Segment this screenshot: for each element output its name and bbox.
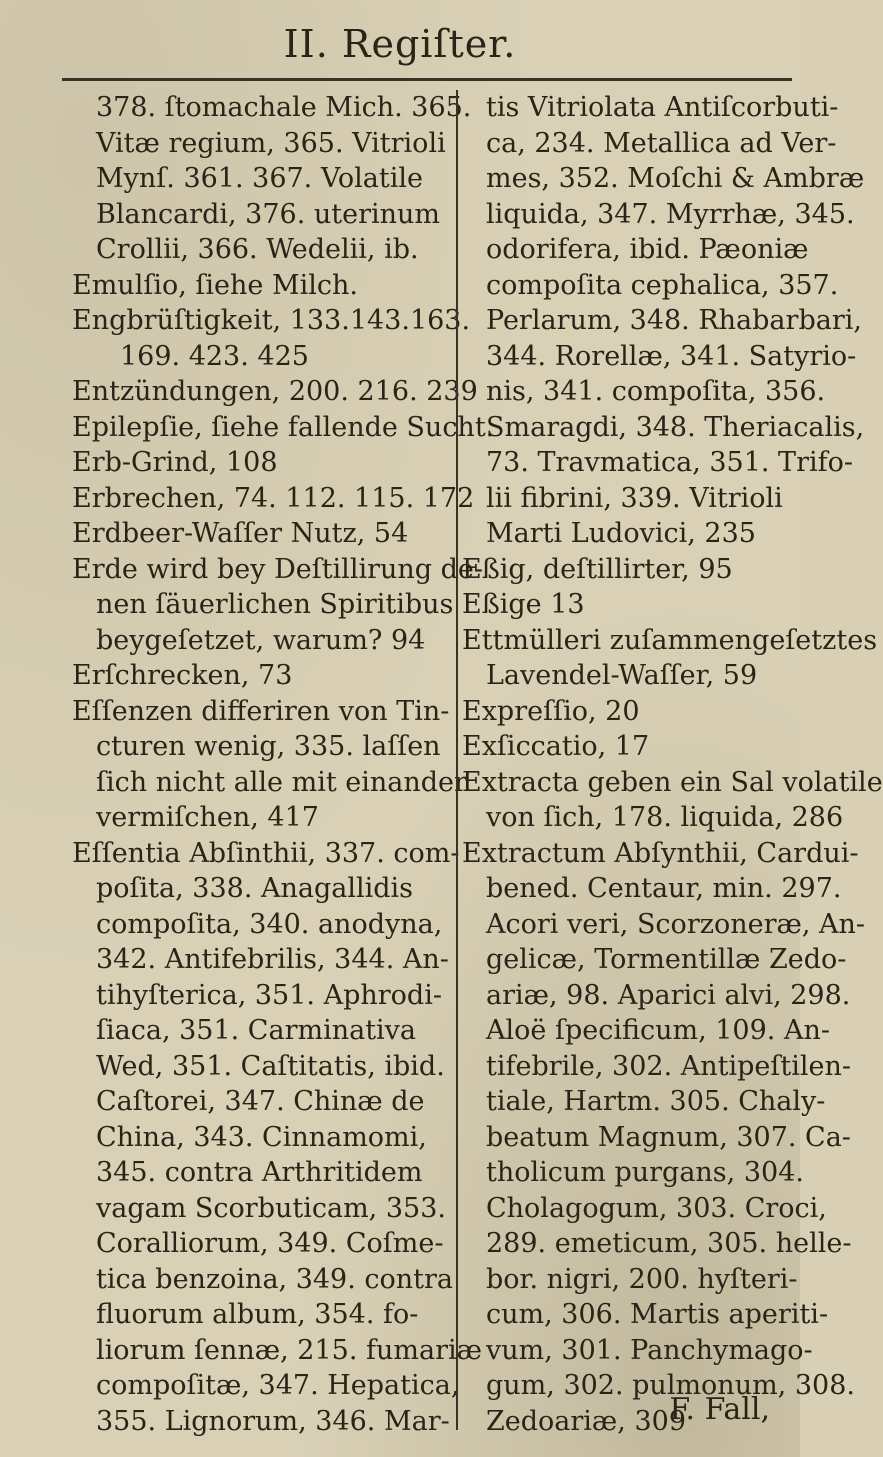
index-entry-line: ca, 234. Metallica ad Ver- bbox=[486, 127, 837, 159]
index-entry-line: Eſſenzen differiren von Tin- bbox=[72, 695, 450, 727]
index-entry-line: nen ſäuerlichen Spiritibus bbox=[96, 589, 454, 620]
index-entry-line: Caſtorei, 347. Chinæ de bbox=[96, 1086, 425, 1117]
index-entry-line: tifebrile, 302. Antipeſtilen- bbox=[486, 1050, 852, 1082]
index-entry-line: vermiſchen, 417 bbox=[96, 802, 319, 833]
index-entry-line: Coralliorum, 349. Coſme- bbox=[96, 1228, 444, 1259]
header-rule bbox=[62, 78, 792, 81]
index-entry-line: Ettmülleri zuſammengeſetztes bbox=[462, 624, 878, 656]
index-entry-line: Erde wird bey Deſtillirung de- bbox=[72, 553, 484, 585]
index-entry-line: Vitæ regium, 365. Vitrioli bbox=[96, 127, 446, 159]
index-entry-line: Marti Ludovici, 235 bbox=[486, 518, 756, 549]
index-entry-line: 73. Travmatica, 351. Trifo- bbox=[486, 447, 853, 478]
index-entry-line: 355. Lignorum, 346. Mar- bbox=[96, 1405, 450, 1437]
index-entry-line: Extracta geben ein Sal volatile bbox=[462, 766, 883, 798]
index-entry-line: Erbrechen, 74. 112. 115. 172 bbox=[72, 482, 475, 514]
index-entry-line: Exſiccatio, 17 bbox=[462, 731, 650, 762]
index-entry-line: bened. Centaur, min. 297. bbox=[486, 873, 842, 904]
index-entry-line: Epilepſie, ſiehe fallende Sucht. bbox=[72, 411, 495, 443]
index-entry-line: Entzündungen, 200. 216. 239 bbox=[72, 376, 478, 407]
index-entry-line: compoſitæ, 347. Hepatica, bbox=[96, 1370, 460, 1401]
index-entry-line: Aloë ſpecificum, 109. An- bbox=[486, 1015, 830, 1046]
index-entry-line: Smaragdi, 348. Theriacalis, bbox=[486, 411, 865, 443]
index-entry-line: poſita, 338. Anagallidis bbox=[96, 873, 414, 904]
index-entry-line: Erb-Grind, 108 bbox=[72, 447, 278, 478]
index-entry-line: beygeſetzet, warum? 94 bbox=[96, 624, 426, 656]
index-entry-line: Mynſ. 361. 367. Volatile bbox=[96, 163, 423, 194]
index-entry-line: liorum ſennæ, 215. fumariæ bbox=[96, 1334, 483, 1366]
index-entry-line: Zedoariæ, 309 bbox=[486, 1405, 686, 1437]
index-entry-line: liquida, 347. Myrrhæ, 345. bbox=[486, 198, 855, 230]
index-entry-line: beatum Magnum, 307. Ca- bbox=[486, 1121, 851, 1153]
index-entry-line: Crollii, 366. Wedelii, ib. bbox=[96, 234, 419, 265]
index-entry-line: ſich nicht alle mit einander bbox=[96, 766, 467, 798]
index-entry-line: Extractum Abſynthii, Cardui- bbox=[462, 837, 859, 869]
index-columns bbox=[72, 90, 883, 1437]
index-entry-line: Eſſentia Abſinthii, 337. com- bbox=[72, 837, 460, 869]
index-entry-line: Erdbeer-Waſſer Nutz, 54 bbox=[72, 518, 409, 549]
index-entry-line: cturen wenig, 335. laſſen bbox=[96, 731, 441, 762]
column-divider bbox=[456, 90, 458, 1430]
index-entry-line: tholicum purgans, 304. bbox=[486, 1157, 804, 1188]
index-entry-line: cum, 306. Martis aperiti- bbox=[486, 1299, 829, 1330]
index-entry-line: Cholagogum, 303. Croci, bbox=[486, 1192, 827, 1224]
index-entry-line: Acori veri, Scorzoneræ, An- bbox=[486, 908, 866, 940]
index-entry-line: Lavendel-Waſſer, 59 bbox=[486, 660, 758, 691]
index-entry-line: compoſita, 340. anodyna, bbox=[96, 908, 443, 940]
index-entry-line: tiale, Hartm. 305. Chaly- bbox=[486, 1086, 826, 1117]
index-entry-line: 169. 423. 425 bbox=[120, 340, 309, 372]
index-entry-line: 342. Antifebrilis, 344. An- bbox=[96, 944, 449, 975]
index-entry-line: Wed, 351. Caſtitatis, ibid. bbox=[96, 1050, 445, 1082]
index-entry-line: gum, 302. pulmonum, 308. bbox=[486, 1370, 855, 1401]
page-header: II. Regiſter. bbox=[283, 22, 517, 66]
index-entry-line: Emulſio, ſiehe Milch. bbox=[72, 269, 358, 301]
index-entry-line: compoſita cephalica, 357. bbox=[486, 269, 839, 301]
index-entry-line: Engbrüſtigkeit, 133.143.163. bbox=[72, 305, 471, 336]
index-entry-line: 344. Rorellæ, 341. Satyrio- bbox=[486, 340, 857, 372]
index-entry-line: 289. emeticum, 305. helle- bbox=[486, 1228, 852, 1259]
index-entry-line: Erſchrecken, 73 bbox=[72, 660, 293, 691]
index-entry-line: gelicæ, Tormentillæ Zedo- bbox=[486, 944, 847, 975]
index-entry-line: lii fibrini, 339. Vitrioli bbox=[486, 482, 783, 514]
right-column bbox=[462, 90, 883, 1437]
index-entry-line: mes, 352. Moſchi & Ambræ bbox=[486, 163, 865, 194]
index-entry-line: tica benzoina, 349. contra bbox=[96, 1263, 454, 1295]
index-entry-line: ſiaca, 351. Carminativa bbox=[96, 1015, 417, 1046]
index-entry-line: vum, 301. Panchymago- bbox=[486, 1334, 813, 1366]
index-entry-line: China, 343. Cinnamomi, bbox=[96, 1121, 427, 1153]
index-entry-line: tis Vitriolata Antiſcorbuti- bbox=[486, 92, 839, 123]
index-entry-line: Eßige 13 bbox=[462, 589, 585, 620]
index-entry-line: ariæ, 98. Aparici alvi, 298. bbox=[486, 979, 851, 1011]
index-entry-line: Blancardi, 376. uterinum bbox=[96, 198, 441, 230]
index-entry-line: nis, 341. compoſita, 356. bbox=[486, 376, 826, 407]
index-entry-line: von ſich, 178. liquida, 286 bbox=[486, 802, 844, 833]
left-column bbox=[72, 90, 495, 1437]
index-entry-line: fluorum album, 354. fo- bbox=[96, 1299, 419, 1330]
index-entry-line: Perlarum, 348. Rhabarbari, bbox=[486, 305, 862, 336]
index-entry-line: 378. ſtomachale Mich. 365. bbox=[96, 92, 472, 123]
index-entry-line: 345. contra Arthritidem bbox=[96, 1157, 423, 1188]
printer-signature: F. Fall, bbox=[669, 1392, 770, 1427]
index-entry-line: odorifera, ibid. Pæoniæ bbox=[486, 234, 809, 265]
index-entry-line: Expreſſio, 20 bbox=[462, 695, 640, 727]
index-entry-line: Eßig, deſtillirter, 95 bbox=[462, 553, 733, 585]
index-entry-line: tihyſterica, 351. Aphrodi- bbox=[96, 979, 442, 1011]
index-entry-line: bor. nigri, 200. hyſteri- bbox=[486, 1263, 798, 1295]
index-entry-line: vagam Scorbuticam, 353. bbox=[96, 1192, 446, 1224]
